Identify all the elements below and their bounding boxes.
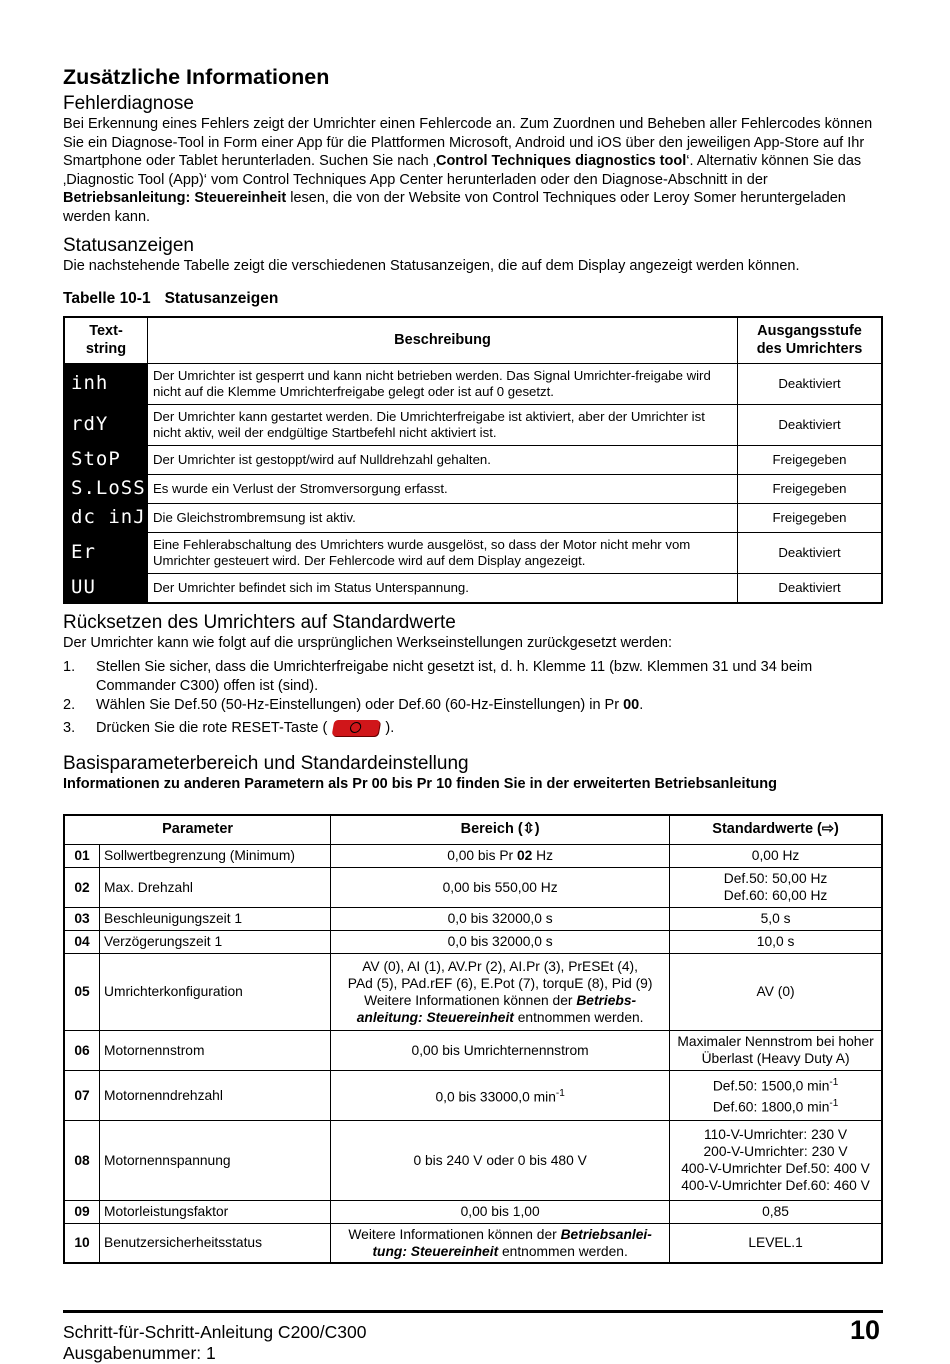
table-row: [64, 867, 882, 907]
param-name: Verzögerungszeit 1: [100, 930, 331, 953]
list-item: 2. Wählen Sie Def.50 (50-Hz-Einstellungen) oder Def.60 (60-Hz-Einstellungen) in Pr 00.: [63, 697, 644, 713]
table-row: [64, 1030, 882, 1070]
param-name: Motornenndrehzahl: [100, 1070, 331, 1120]
table-row: [64, 405, 882, 446]
col-beschreibung: Beschreibung: [148, 317, 738, 364]
param-no: 10: [64, 1223, 100, 1263]
status-code: inh: [64, 364, 148, 405]
param-no: 01: [64, 844, 100, 867]
param-no: 09: [64, 1200, 100, 1223]
status-desc: Der Umrichter ist gesperrt und kann nicht betrieben werden. Das Signal Umrichter-freigabe wird nicht auf die Klemme Umrichterfreigabe gelegt oder ist auf 0 gesetzt.: [148, 364, 738, 405]
page-number: 10: [849, 1315, 880, 1345]
reset-steps: [63, 658, 883, 737]
status-desc: Der Umrichter kann gestartet werden. Die Umrichterfreigabe ist aktiviert, aber der Umrichter ist nicht aktiv, weil der endgültige Startbefehl nicht aktiviert ist.: [148, 405, 738, 446]
section-title-fehlerdiagnose: Fehlerdiagnose: [63, 93, 194, 114]
param-range: 0,0 bis 32000,0 s: [331, 930, 670, 953]
col-parameter: Parameter: [64, 815, 331, 845]
param-name: Motornennspannung: [100, 1120, 331, 1200]
param-default: 0,00 Hz: [670, 844, 882, 867]
param-no: 06: [64, 1030, 100, 1070]
diag-bold-2: Betriebsanleitung: Steuereinheit: [63, 190, 287, 206]
param-no: 07: [64, 1070, 100, 1120]
table-row: [64, 930, 882, 953]
param-default: LEVEL.1: [670, 1223, 882, 1263]
param-no: 05: [64, 953, 100, 1030]
status-table: [63, 316, 883, 604]
caption-number: Tabelle 10-1: [63, 289, 151, 307]
table-row: [64, 1200, 882, 1223]
status-desc: Es wurde ein Verlust der Stromversorgung erfasst.: [148, 475, 738, 504]
table-row: [64, 1223, 882, 1263]
table-row: [64, 1070, 882, 1120]
table-row: [64, 504, 882, 533]
param-no: 03: [64, 907, 100, 930]
param-no: 08: [64, 1120, 100, 1200]
table-row: [64, 1120, 882, 1200]
page: [63, 64, 883, 1264]
table-row: [64, 446, 882, 475]
table-row: [64, 475, 882, 504]
param-default: 110-V-Umrichter: 230 V 200-V-Umrichter: 230 V 400-V-Umrichter Def.50: 400 V 400-V-Umrichter Def.60: 460 V: [670, 1120, 882, 1200]
param-range: 0,00 bis 550,00 Hz: [331, 867, 670, 907]
param-range: 0,00 bis 1,00: [331, 1200, 670, 1223]
status-state: Freigegeben: [738, 504, 883, 533]
table-caption: [63, 290, 883, 308]
param-range: 0,00 bis Umrichternennstrom: [331, 1030, 670, 1070]
diag-text-1: Bei Erkennung eines Fehlers zeigt der Umrichter einen Fehlercode an. Zum Zuordnen und Beheben aller Fehlercodes können Sie ein Diagnose-Tool in Form einer App für die Plattformen Microsoft, Android und iOS über den jeweiligen App-Store auf Ihr Smartphone oder Tablet herunterladen. Suchen Sie nach ‚: [63, 116, 873, 169]
status-code: UU: [64, 574, 148, 603]
status-code: S.LoSS: [64, 475, 148, 504]
param-name: Benutzersicherheitsstatus: [100, 1223, 331, 1263]
param-name: Beschleunigungszeit 1: [100, 907, 331, 930]
parameter-table: [63, 814, 883, 1265]
param-name: Motornennstrom: [100, 1030, 331, 1070]
status-state: Freigegeben: [738, 446, 883, 475]
reset-intro: Der Umrichter kann wie folgt auf die ursprünglichen Werkseinstellungen zurückgesetzt werden:: [63, 634, 673, 651]
status-desc: Der Umrichter ist gestoppt/wird auf Nulldrehzahl gehalten.: [148, 446, 738, 475]
table-row: [64, 907, 882, 930]
param-name: Max. Drehzahl: [100, 867, 331, 907]
param-default: 5,0 s: [670, 907, 882, 930]
table-row: [64, 574, 882, 603]
status-intro: Die nachstehende Tabelle zeigt die verschiedenen Statusanzeigen, die auf dem Display angezeigt werden können.: [63, 258, 800, 274]
page-title: Zusätzliche Informationen: [63, 65, 330, 89]
status-desc: Eine Fehlerabschaltung des Umrichters wurde ausgelöst, so dass der Motor nicht mehr vom Umrichter gesteuert wird. Der Fehlercode wird auf dem Display angezeigt.: [148, 533, 738, 574]
status-code: Er: [64, 533, 148, 574]
param-default: Def.50: 50,00 Hz Def.60: 60,00 Hz: [670, 867, 882, 907]
section-title-reset: Rücksetzen des Umrichters auf Standardwerte: [63, 611, 456, 633]
section-title-basis: Basisparameterbereich und Standardeinstellung: [63, 753, 469, 774]
table-row: [64, 364, 882, 405]
status-desc: Die Gleichstrombremsung ist aktiv.: [148, 504, 738, 533]
basis-subtitle: Informationen zu anderen Parametern als Pr 00 bis Pr 10 finden Sie in der erweiterten Betriebsanleitung: [63, 776, 777, 792]
param-name: Umrichterkonfiguration: [100, 953, 331, 1030]
param-no: 02: [64, 867, 100, 907]
param-range: 0 bis 240 V oder 0 bis 480 V: [331, 1120, 670, 1200]
status-state: Deaktiviert: [738, 574, 883, 603]
diag-text-2: ‘. Alternativ können Sie das ‚Diagnostic Tool (App)‘ vom Control Techniques App Center herunterladen oder den Diagnose-Abschnitt in der: [63, 153, 862, 188]
col-ausgangsstufe: Ausgangsstufe des Umrichters: [738, 317, 883, 364]
col-bereich: Bereich (⇳): [331, 815, 670, 845]
param-default: 0,85: [670, 1200, 882, 1223]
param-range: 0,0 bis 32000,0 s: [331, 907, 670, 930]
status-state: Deaktiviert: [738, 364, 883, 405]
param-default: Def.50: 1500,0 $\min^{-1}$ Def.60: 1800,0 $\min^{-1}$: [670, 1070, 882, 1120]
table-row: [64, 844, 882, 867]
diag-bold-1: Control Techniques diagnostics tool: [435, 153, 687, 169]
col-textstring: Text-string: [64, 317, 148, 364]
param-name: Motorleistungsfaktor: [100, 1200, 331, 1223]
param-no: 04: [64, 930, 100, 953]
status-state: Freigegeben: [738, 475, 883, 504]
diag-text-3: lesen, die von der Website von Control Techniques oder Leroy Somer heruntergeladen werden kann.: [63, 190, 846, 225]
param-range: 0,0 bis 33000,0 $\min^{-1}$: [331, 1070, 670, 1120]
status-code: rdY: [64, 405, 148, 446]
param-range: Weitere Informationen können der Betriebsanlei- tung: Steuereinheit entnommen werden.: [331, 1223, 670, 1263]
diagnose-paragraph: [63, 115, 883, 226]
param-default: 10,0 s: [670, 930, 882, 953]
list-item: 1. Stellen Sie sicher, dass die Umrichterfreigabe nicht gesetzt ist, d. h. Klemme 11 (bzw. Klemmen 31 und 34 beim Commander C300) offen ist (sind).: [63, 659, 813, 694]
param-default: AV (0): [670, 953, 882, 1030]
status-code: StoP: [64, 446, 148, 475]
table-row: [64, 533, 882, 574]
param-range: AV (0), AI (1), AV.Pr (2), AI.Pr (3), PrESEt (4), PAd (5), PAd.rEF (6), E.Pot (7), torquE (8), Pid (9) Weitere Informationen können der Betriebs- anleitung: Steuereinheit entnommen werden.: [331, 953, 670, 1030]
param-name: Sollwertbegrenzung (Minimum): [100, 844, 331, 867]
reset-button-icon: [332, 720, 381, 736]
col-standardwerte: Standardwerte (⇨): [670, 815, 882, 845]
param-range: 0,00 bis Pr 02 Hz: [331, 844, 670, 867]
footer-issue: Ausgabenummer: 1: [63, 1343, 216, 1363]
param-default: Maximaler Nennstrom bei hoher Überlast (Heavy Duty A): [670, 1030, 882, 1070]
section-title-statusanzeigen: Statusanzeigen: [63, 235, 194, 256]
status-state: Deaktiviert: [738, 533, 883, 574]
status-state: Deaktiviert: [738, 405, 883, 446]
footer: [63, 1310, 883, 1364]
status-code: dc inJ: [64, 504, 148, 533]
table-row: [64, 953, 882, 1030]
status-desc: Der Umrichter befindet sich im Status Unterspannung.: [148, 574, 738, 603]
list-item: 3. Drücken Sie die rote RESET-Taste ( ).: [63, 719, 395, 736]
caption-text: Statusanzeigen: [164, 289, 279, 307]
footer-title: Schritt-für-Schritt-Anleitung C200/C300: [63, 1322, 367, 1342]
